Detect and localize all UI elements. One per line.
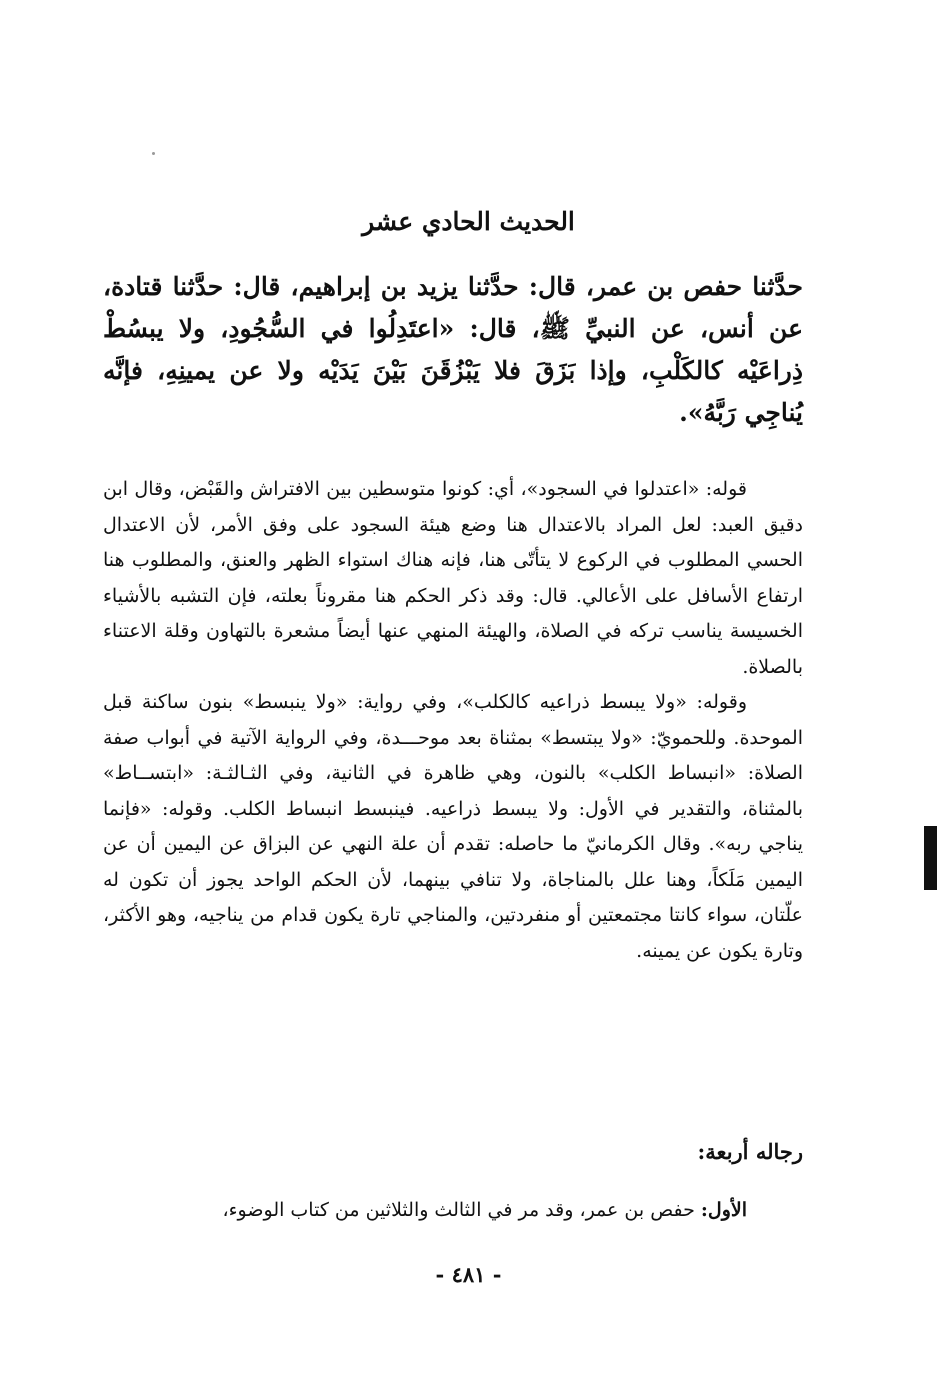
margin-mark <box>924 826 937 890</box>
narrator-text: حفص بن عمر، وقد مر في الثالث والثلاثين من كتاب الوضوء، <box>222 1199 695 1221</box>
commentary <box>103 472 803 969</box>
narrator-label: الأول: <box>700 1199 747 1221</box>
narrator-entry <box>103 1192 803 1228</box>
commentary-paragraph: وقوله: «ولا يبسط ذراعيه كالكلب»، وفي رواية: «ولا ينبسط» بنون ساكنة قبل الموحدة. وللحمويّ: «ولا يبتسط» بمثناة بعد موحـــدة، وفي الرواية الآتية في أبواب صفة الصلاة: «انبساط الكلب» بالنون، وهي ظاهرة في الثانية، وفي الثـالثـة: «ابتســاط» بالمثناة، والتقدير في الأول: ولا يبسط ذراعيه. فينبسط انبساط الكلب. وقوله: «فإنما يناجي ربه». وقال الكرمانيّ ما حاصله: تقدم أن علة النهي عن البزاق عن اليمين أن عن اليمين مَلَكاً، وهنا علل بالمناجاة، ولا تنافي بينهما، لأن الحكم الواحد يجوز أن تكون له علّتان، سواء كانتا مجتمعتين أو منفردتين، والمناجي تارة يكون قدام من يناجيه، وهو الأكثر، وتارة يكون عن يمينه. <box>103 691 803 962</box>
commentary-paragraph: قوله: «اعتدلوا في السجود»، أي: كونوا متوسطين بين الافتراش والقَبْض، وقال ابن دقيق العبد: لعل المراد بالاعتدال هنا وضع هيئة السجود على وفق الأمر، لأن الاعتدال الحسي المطلوب في الركوع لا يتأتّى هنا، فإنه هناك استواء الظهر والعنق، والمطلوب هنا ارتفاع الأسافل على الأعالي. قال: وقد ذكر الحكم هنا مقروناً بعلته، فإن التشبه بالأشياء الخسيسة يناسب تركه في الصلاة، والهيئة المنهي عنها أيضاً مشعرة بالتهاون وقلة الاعتناء بالصلاة. <box>103 478 803 678</box>
narrators-heading: رجاله أربعة: <box>697 1139 803 1164</box>
hadith-text: حدَّثنا حفص بن عمر، قال: حدَّثنا يزيد بن إبراهيم، قال: حدَّثنا قتادة، عن أنس، عن النبيِّ ﷺ، قال: «اعتَدِلُوا في السُّجُودِ، ولا يبسُطْ ذِراعَيْه كالكَلْبِ، وإذا بَزَقَ فلا يَبْزُقَنَ بَيْنَ يَدَيْه ولا عن يمينِهِ، فإنَّه يُناجِي رَبَّهُ». <box>103 272 803 427</box>
page-number: - ٤٨١ - <box>435 1262 502 1287</box>
paper-speck <box>152 152 155 155</box>
hadith-heading: الحديث الحادي عشر <box>362 207 575 236</box>
